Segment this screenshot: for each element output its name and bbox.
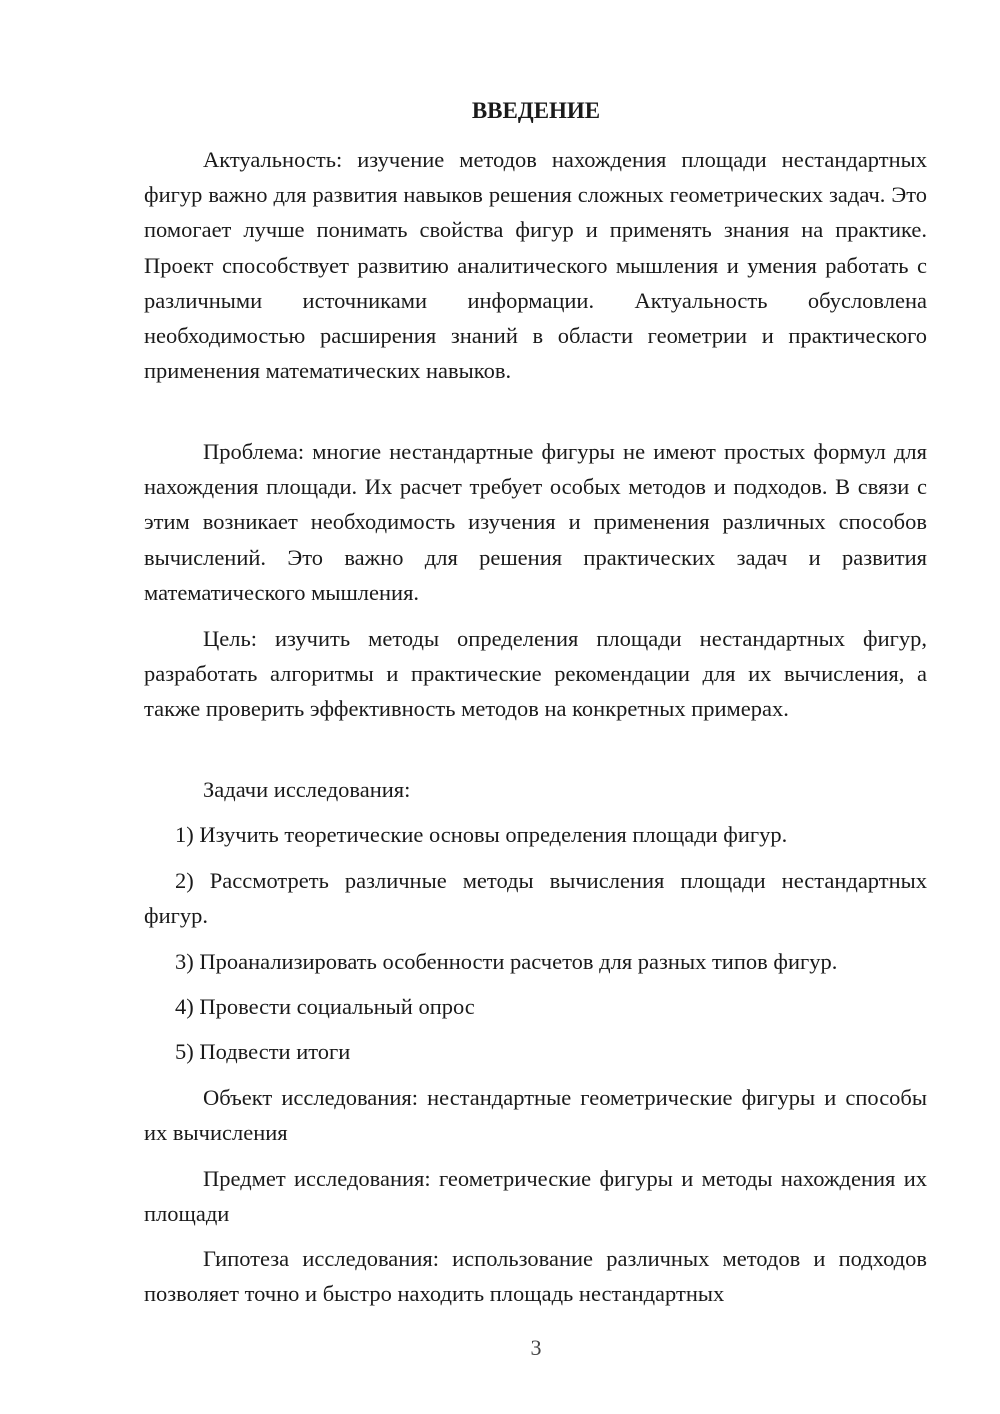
tasks-title: Задачи исследования:: [203, 777, 411, 802]
section-heading: ВВЕДЕНИЕ: [471, 98, 601, 123]
task-item-3: 3) Проанализировать особенности расчетов для разных типов фигур.: [175, 949, 838, 974]
task-item-1: 1) Изучить теоретические основы определения площади фигур.: [175, 822, 788, 847]
page-number: 3: [530, 1335, 542, 1360]
paragraph-hypothesis: Гипотеза исследования: использование различных методов и подходов позволяет точно и быстро находить площадь нестандартных: [144, 1246, 927, 1307]
paragraph-object: Объект исследования: нестандартные геометрические фигуры и способы их вычисления: [144, 1085, 927, 1146]
task-item-4: 4) Провести социальный опрос: [175, 994, 475, 1019]
paragraph-goal: Цель: изучить методы определения площади нестандартных фигур, разработать алгоритмы и практические рекомендации для их вычисления, а также проверить эффективность методов на конкретных примерах.: [144, 626, 927, 722]
paragraph-subject: Предмет исследования: геометрические фигуры и методы нахождения их площади: [144, 1166, 927, 1227]
task-item-5: 5) Подвести итоги: [175, 1039, 351, 1064]
paragraph-relevance: Актуальность: изучение методов нахождения площади нестандартных фигур важно для развития навыков решения сложных геометрических задач. Это помогает лучше понимать свойства фигур и применять знания на практике. Проект способствует развитию аналитического мышления и умения работать с различными источниками информации. Актуальность обусловлена необходимостью расширения знаний в области геометрии и практического применения математических навыков.: [144, 147, 927, 384]
task-item-2: 2) Рассмотреть различные методы вычисления площади нестандартных фигур.: [144, 868, 927, 929]
paragraph-problem: Проблема: многие нестандартные фигуры не имеют простых формул для нахождения площади. Их расчет требует особых методов и подходов. В связи с этим возникает необходимость изучения и применения различных способов вычислений. Это важно для решения практических задач и развития математического мышления.: [144, 439, 927, 605]
